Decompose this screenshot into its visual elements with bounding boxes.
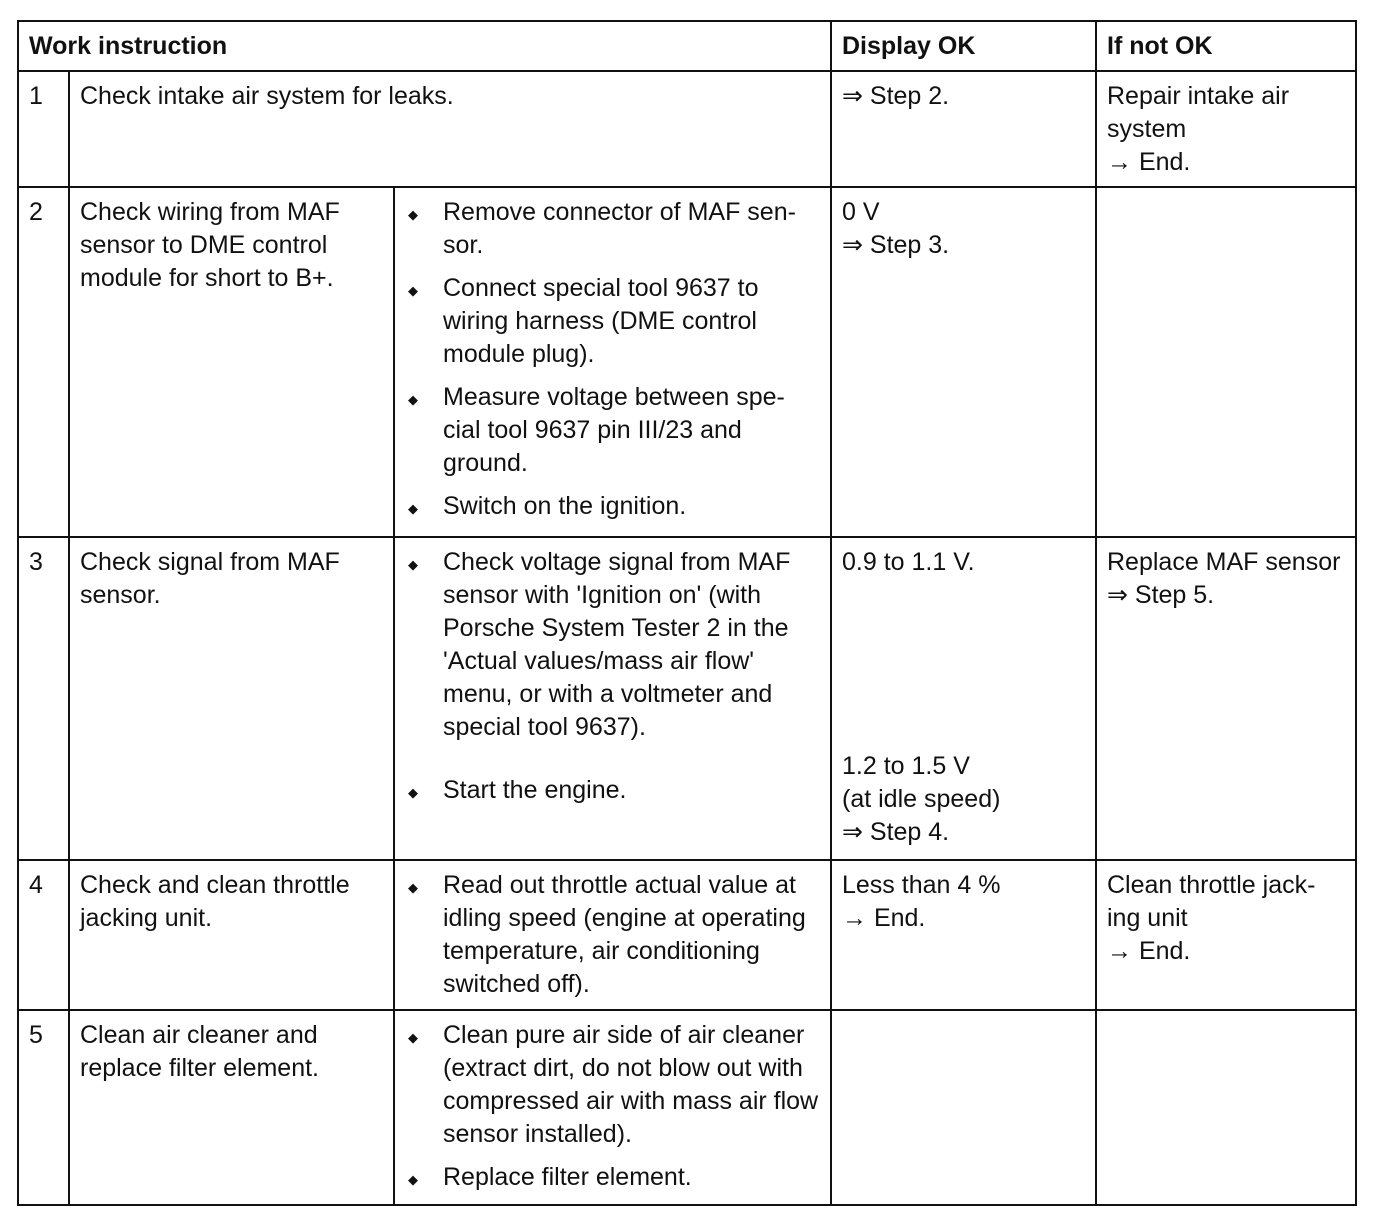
display-ok-line: ⇒ Step 4. [842,818,950,846]
instruction-cell: Check and clean throttle jacking unit. [69,860,394,1010]
procedure-item: ◆ Read out throttle actual value at idling speed (engine at operating temperature, air conditioning switched off). [405,869,820,1001]
instruction-cell: Check wiring from MAF sensor to DME control module for short to B+. [69,187,394,537]
table-row [18,187,1356,537]
if-not-ok-cell [1096,187,1356,537]
step-number: 4 [18,860,69,1010]
display-ok-line: 0.9 to 1.1 V. [842,548,975,576]
display-ok-cell [831,1010,1096,1205]
if-not-ok-line: Repair intake air [1107,82,1290,110]
instruction-cell: Check intake air system for leaks. [69,71,831,187]
step-number: 1 [18,71,69,187]
procedure-item: ◆ Switch on the ignition. [405,490,820,523]
if-not-ok-line: system [1107,115,1187,143]
if-not-ok-cell [1096,71,1356,187]
procedure-cell [394,537,831,860]
if-not-ok-cell [1096,1010,1356,1205]
procedure-cell [394,187,831,537]
display-ok-line: → End. [842,904,926,932]
step-number: 3 [18,537,69,860]
instruction-cell: Clean air cleaner and replace filter element. [69,1010,394,1205]
work-instruction-table [17,20,1357,1206]
instruction-cell: Check signal from MAF sensor. [69,537,394,860]
step-number: 2 [18,187,69,537]
if-not-ok-line: Replace MAF sensor [1107,548,1341,576]
step-number: 5 [18,1010,69,1205]
if-not-ok-line: ⇒ Step 5. [1107,581,1215,609]
display-ok-line: ⇒ Step 2. [842,82,950,110]
if-not-ok-line: → End. [1107,148,1191,176]
procedure-item: ◆ Clean pure air side of air cleaner (extract dirt, do not blow out with compressed air with mass air flow sensor installed). [405,1019,820,1151]
if-not-ok-line: → End. [1107,937,1191,965]
spacer [842,579,1085,750]
header-display-ok: Display OK [831,21,1096,71]
table-header-row [18,21,1356,71]
procedure-list [405,196,820,523]
procedure-cell [394,1010,831,1205]
display-ok-line: 0 V [842,198,880,226]
if-not-ok-cell [1096,860,1356,1010]
procedure-cell [394,860,831,1010]
procedure-list [405,869,820,1001]
display-ok-cell [831,71,1096,187]
procedure-list [405,546,820,807]
header-work-instruction: Work instruction [18,21,831,71]
table-row [18,537,1356,860]
procedure-item: ◆ Connect special tool 9637 to wiring harness (DME control module plug). [405,272,820,371]
if-not-ok-line: ing unit [1107,904,1188,932]
procedure-item: ◆ Replace filter element. [405,1161,820,1194]
display-ok-cell [831,187,1096,537]
table-row [18,1010,1356,1205]
display-ok-line: Less than 4 % [842,871,1001,899]
display-ok-line: (at idle speed) [842,785,1001,813]
display-ok-line: 1.2 to 1.5 V [842,752,970,780]
display-ok-cell [831,537,1096,860]
display-ok-cell [831,860,1096,1010]
procedure-item: ◆ Check voltage signal from MAF sensor with 'Ignition on' (with Porsche System Tester 2 in the 'Actual values/mass air flow' menu, or with a voltmeter and special tool 9637). [405,546,820,744]
procedure-item: ◆ Measure voltage between spe-cial tool 9637 pin III/23 and ground. [405,381,820,480]
table-row [18,860,1356,1010]
if-not-ok-line: Clean throttle jack- [1107,871,1316,899]
if-not-ok-cell [1096,537,1356,860]
procedure-item: ◆ Start the engine. [405,774,820,807]
procedure-item: ◆ Remove connector of MAF sen-sor. [405,196,820,262]
table-row [18,71,1356,187]
header-if-not-ok: If not OK [1096,21,1356,71]
display-ok-line: ⇒ Step 3. [842,231,950,259]
procedure-list [405,1019,820,1194]
